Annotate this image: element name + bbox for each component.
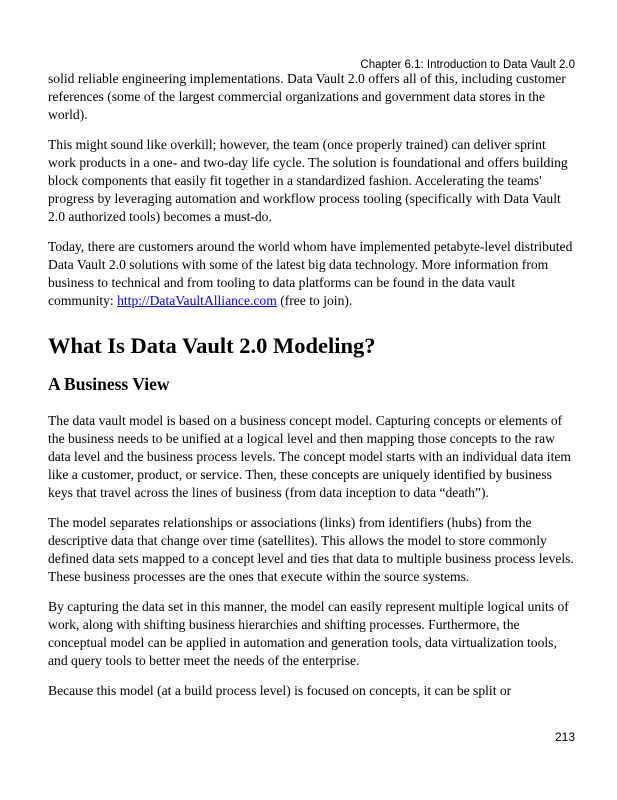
paragraph-3-text-after-link: (free to join). — [276, 293, 353, 308]
page-number: 213 — [554, 730, 575, 744]
paragraph-3 — [48, 238, 576, 310]
paragraph-2: This might sound like overkill; however, the team (once properly trained) can deliver sprint work products in a one- and two-day life cycle. The solution is foundational and offers building block components that easily fit together in a standardized fashion. Accelerating the teams' progress by leveraging automation and workflow process tooling (specifically with Data Vault 2.0 authorized tools) becomes a must-do. — [48, 137, 568, 224]
paragraph-1: solid reliable engineering implementations. Data Vault 2.0 offers all of this, including customer references (some of the largest commercial organizations and government data stores in the world). — [48, 71, 566, 122]
paragraph-7: Because this model (at a build process level) is focused on concepts, it can be split or — [48, 683, 512, 698]
running-header: Chapter 6.1: Introduction to Data Vault 2.0 — [360, 59, 575, 71]
section-heading: What Is Data Vault 2.0 Modeling? — [48, 333, 376, 358]
paragraph-4: The data vault model is based on a business concept model. Capturing concepts or elements of the business needs to be unified at a logical level and then mapping those concepts to the raw data level and the business process levels. The concept model starts with an individual data item like a customer, product, or service. Then, these concepts are uniquely identified by business keys that travel across the lines of business (from data inception to data “death”). — [48, 413, 571, 500]
page-content — [48, 70, 576, 712]
paragraph-5: The model separates relationships or associations (links) from identifiers (hubs) from the descriptive data that change over time (satellites). This allows the model to store commonly defined data sets mapped to a concept level and ties that data to multiple business process levels. These business processes are the ones that execute within the source systems. — [48, 515, 574, 584]
paragraph-6: By capturing the data set in this manner, the model can easily represent multiple logical units of work, along with shifting business hierarchies and shifting processes. Furthermore, the conceptual model can be applied in automation and generation tools, data virtualization tools, and query tools to better meet the needs of the enterprise. — [48, 599, 569, 668]
paragraph-3-text-before-link: Today, there are customers around the world whom have implemented petabyte-level distributed Data Vault 2.0 solutions with some of the latest big data technology. More information from business to technical and from tooling to data platforms can be found in the data vault community: — [48, 239, 573, 308]
data-vault-alliance-link[interactable]: http://DataVaultAlliance.com — [117, 293, 277, 308]
subsection-heading: A Business View — [48, 374, 170, 394]
